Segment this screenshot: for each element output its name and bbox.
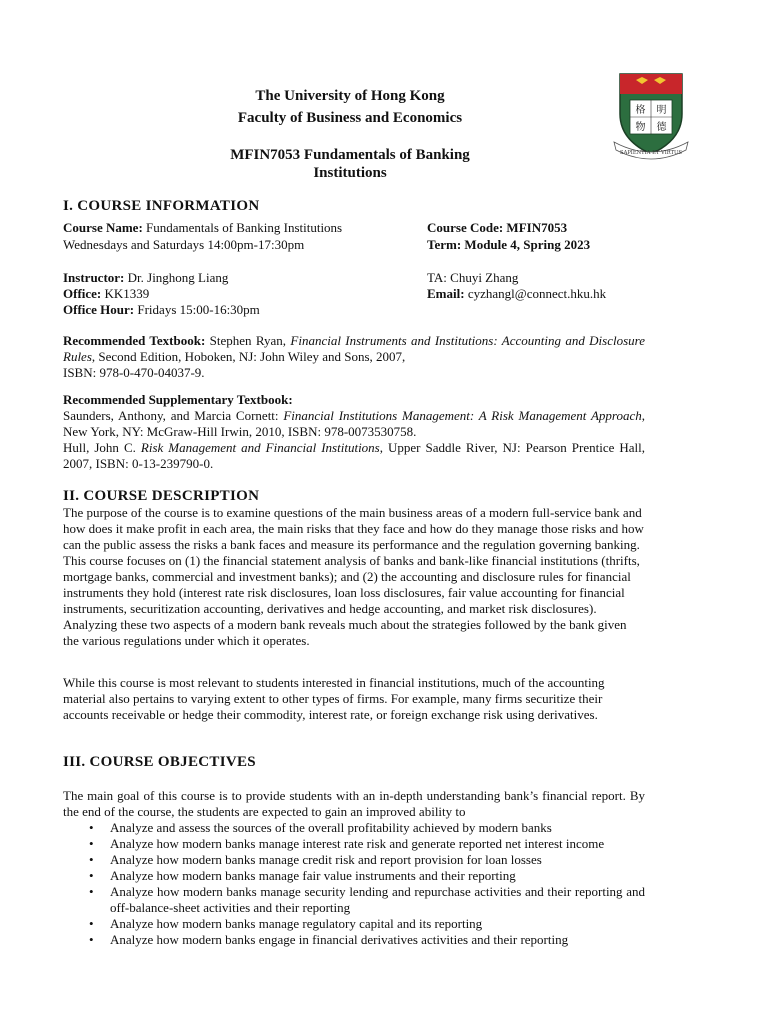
textbook-author: Stephen Ryan, [209, 333, 287, 348]
instructor-value: Dr. Jinghong Liang [127, 270, 229, 285]
office-hour-line [63, 302, 260, 318]
university-name: The University of Hong Kong [255, 88, 445, 104]
section-heading-course-objectives: III. COURSE OBJECTIVES [63, 754, 256, 770]
textbook-publisher: , Second Edition, Hoboken, NJ: John Wiley and Sons, 2007, [91, 349, 406, 364]
objectives-list [63, 820, 645, 948]
textbook-isbn: ISBN: 978-0-470-04037-9. [63, 365, 205, 380]
objectives-intro: The main goal of this course is to provide students with an in-depth understanding bank’s financial report. By the end of the course, the students are expected to gain an improved ability to [63, 788, 645, 819]
office-value: KK1339 [104, 286, 150, 301]
crest-char-3: 物 [635, 122, 646, 133]
office-hour-value: Fridays 15:00-16:30pm [137, 302, 260, 317]
course-term: Term: Module 4, Spring 2023 [427, 237, 591, 252]
supp2-author: Hull, John C. [63, 440, 136, 455]
list-item: • Analyze how modern banks manage regulatory capital and its reporting [63, 916, 645, 932]
email-label: Email: [427, 286, 465, 301]
textbook-label: Recommended Textbook: [63, 333, 206, 348]
recommended-textbook [63, 333, 645, 381]
course-title-line1: MFIN7053 Fundamentals of Banking [230, 147, 470, 163]
list-item: • Analyze how modern banks manage fair value instruments and their reporting [63, 868, 645, 884]
course-name-label: Course Name: [63, 220, 143, 235]
course-code: Course Code: MFIN7053 [427, 220, 568, 235]
course-schedule: Wednesdays and Saturdays 14:00pm-17:30pm [63, 237, 305, 252]
crest-char-4: 德 [656, 122, 667, 133]
crest-char-2: 明 [656, 105, 667, 116]
ta-line: TA: Chuyi Zhang [427, 270, 519, 285]
instructor-line [63, 270, 228, 286]
email-line [427, 286, 606, 302]
crest-motto: SAPIENTIA ET VIRTUS [620, 150, 682, 156]
office-line [63, 286, 149, 302]
course-name-value: Fundamentals of Banking Institutions [146, 220, 343, 235]
list-item: • Analyze how modern banks manage credit risk and report provision for loan losses [63, 852, 645, 868]
hku-crest-logo [612, 70, 690, 160]
office-label: Office: [63, 286, 102, 301]
supp1-publisher: , New York, NY: McGraw-Hill Irwin, 2010, ISBN: 978-0073530758. [63, 408, 645, 439]
list-item: • Analyze how modern banks manage interest rate risk and generate reported net interest income [63, 836, 645, 852]
list-item: • Analyze how modern banks manage security lending and repurchase activities and their reporting and off-balance-sheet activities and their reporting [63, 884, 645, 916]
list-item: • Analyze how modern banks engage in financial derivatives activities and their reporting [63, 932, 645, 948]
textbook-title: Financial Instruments and Institutions: Accounting and Disclosure Rules [63, 333, 646, 364]
supplementary-label: Recommended Supplementary Textbook: [63, 392, 293, 407]
course-name-line [63, 220, 342, 236]
crest-char-1: 格 [635, 105, 646, 116]
description-paragraph-1: The purpose of the course is to examine questions of the main business areas of a modern full-service bank and how does it make profit in each area, the main risks that they face and how do they manage those risks and how can the public assess the risks a bank faces and measure its performance and the regulation governing banking. This course focuses on (1) the financial statement analysis of banks and bank-like financial institutions (thrifts, mortgage banks, commercial and investment banks); and (2) the accounting and disclosure rules for financial instruments they hold (interest rate risk disclosures, loan loss disclosures, fair value accounting for financial instruments, securitization accounting, derivatives and hedge accounting, and market risk disclosures). Analyzing these two aspects of a modern bank reveals much about the strategies followed by the bank given the various regulations under which it operates. [63, 505, 644, 648]
course-title-line2: Institutions [313, 165, 387, 181]
office-hour-label: Office Hour: [63, 302, 135, 317]
section-heading-course-information: I. COURSE INFORMATION [63, 198, 260, 214]
section-heading-course-description: II. COURSE DESCRIPTION [63, 488, 260, 504]
supp1-author: Saunders, Anthony, and Marcia Cornett: [63, 408, 279, 423]
supplementary-textbooks [63, 392, 645, 472]
supp2-publisher: , Upper Saddle River, NJ: Pearson Prentice Hall, 2007, ISBN: 0-13-239790-0. [63, 440, 646, 471]
supp2-title: Risk Management and Financial Institutions [140, 440, 380, 455]
list-item: • Analyze and assess the sources of the overall profitability achieved by modern banks [63, 820, 645, 836]
email-value[interactable]: cyzhangl@connect.hku.hk [467, 286, 607, 301]
instructor-label: Instructor: [63, 270, 125, 285]
description-paragraph-2: While this course is most relevant to students interested in financial institutions, much of the accounting material also pertains to varying extent to other types of firms. For example, many firms securitize their accounts receivable or hedge their commodity, interest rate, or foreign exchange risk using derivatives. [63, 675, 605, 722]
faculty-name: Faculty of Business and Economics [237, 110, 463, 126]
supp1-title: Financial Institutions Management: A Risk Management Approach [283, 408, 642, 423]
